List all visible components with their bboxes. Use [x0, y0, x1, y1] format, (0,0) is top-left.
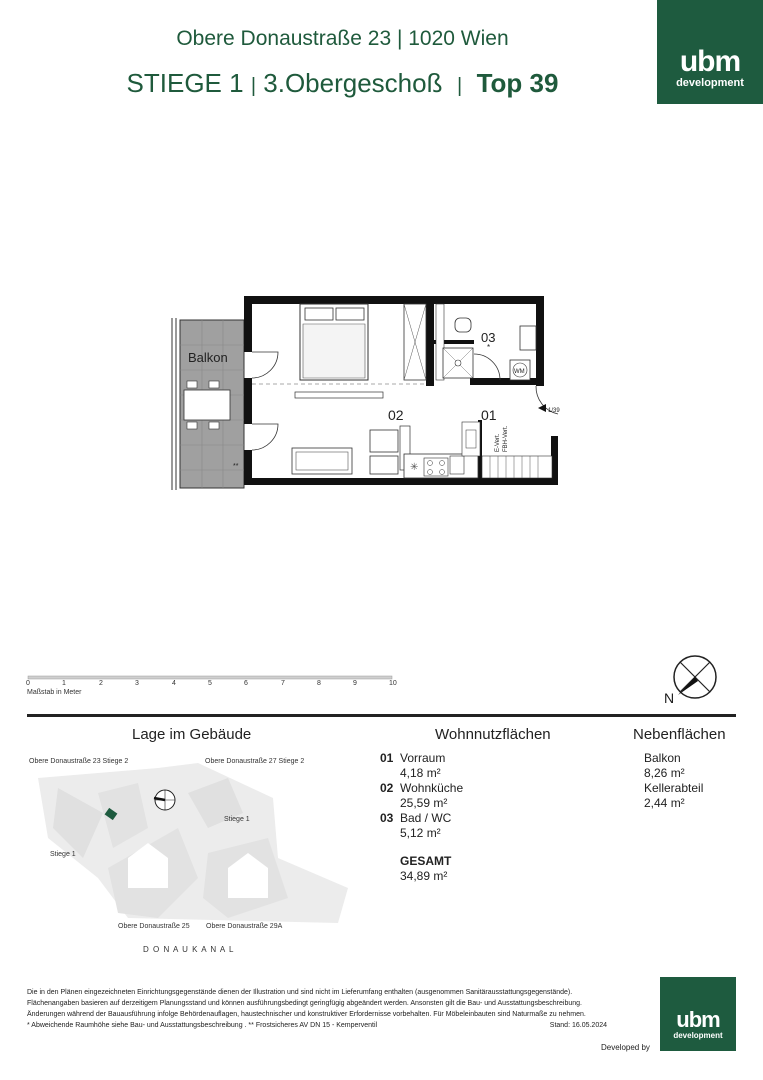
disclaimer-line: Flächenangaben basieren auf derzeitigem Planungsstand und können ausführungsbedingt geringfügig abgeändert werden. Ansonsten gilt die Bau- und Ausstattungsbeschreibung.: [27, 1000, 582, 1007]
site-label: D O N A U K A N A L: [143, 945, 235, 954]
area-value: 25,59 m²: [400, 796, 448, 810]
scale-tick: 1: [62, 680, 66, 687]
stand-date: Stand: 16.05.2024: [549, 1022, 607, 1029]
svg-text:WM: WM: [514, 369, 525, 375]
section-divider: [27, 714, 736, 717]
lage-title: Lage im Gebäude: [132, 726, 252, 743]
floor-label: 3.Obergeschoß: [263, 68, 443, 98]
total-value: 34,89 m²: [400, 869, 448, 883]
scale-tick: 7: [281, 680, 285, 687]
project-address: Obere Donaustraße 23 | 1020 Wien: [176, 27, 509, 50]
scale-tick: 6: [244, 680, 248, 687]
scale-tick: 8: [317, 680, 321, 687]
disclaimer-line: Änderungen während der Bauausführung infolge Behördenauflagen, haustechnischer und konstruktiver Erfordernisse vorbehalten. Für Möbeleinbauten sind Naturmaße zu nehmen.: [27, 1011, 586, 1018]
svg-text:✳: ✳: [410, 462, 419, 473]
scale-tick: 5: [208, 680, 212, 687]
svg-text:FBH-Vert.: FBH-Vert.: [503, 425, 509, 452]
disclaimer-line: * Abweichende Raumhöhe siehe Bau- und Ausstattungsbeschreibung . ** Frostsicheres AV DN 15 - Kemperventil Stand: 16.05.2024: [27, 1022, 607, 1029]
floor-plan: [160, 290, 580, 500]
svg-text:01: 01: [481, 407, 497, 423]
total-label: GESAMT: [400, 854, 452, 868]
svg-text:03: 03: [481, 330, 496, 345]
disclaimer: [27, 987, 607, 1031]
scale-tick: 9: [353, 680, 357, 687]
wohn-list: [380, 751, 580, 884]
site-label: Obere Donaustraße 25: [118, 923, 190, 930]
top-label: Top 39: [476, 68, 559, 98]
svg-text:02: 02: [388, 407, 404, 423]
disclaimer-line: Die in den Plänen eingezeichneten Einrichtungsgegenstände dienen der Illustration und sind nicht im Lieferumfang enthalten (ausgenommen Sanitärausstattungsgegenstände).: [27, 989, 573, 996]
north-arrow-icon: [668, 653, 724, 703]
site-map: [28, 758, 368, 938]
area-value: 2,44 m²: [644, 796, 685, 810]
list-item: Balkon: [644, 751, 681, 765]
developed-by: Developed by: [601, 1043, 650, 1052]
separator: |: [456, 75, 463, 97]
stair-label: STIEGE 1: [126, 68, 244, 98]
scale-tick: 4: [172, 680, 176, 687]
separator: |: [250, 75, 257, 97]
scale-tick: 0: [26, 680, 30, 687]
neben-title: Nebenflächen: [633, 726, 726, 743]
logo-sub: development: [676, 77, 744, 89]
site-label: Stiege 1: [224, 816, 250, 823]
svg-text:E-Vert.: E-Vert.: [495, 433, 501, 452]
north-label: N: [664, 690, 675, 706]
ubm-logo: [657, 0, 763, 104]
scale-tick: 3: [135, 680, 139, 687]
logo-mark: ubm: [679, 45, 741, 78]
site-label: Stiege 1: [50, 851, 76, 858]
unit-title: [0, 68, 685, 99]
area-value: 4,18 m²: [400, 766, 441, 780]
logo-mark: ubm: [676, 1007, 720, 1032]
svg-text:1/39: 1/39: [548, 408, 560, 414]
list-item: 03 Bad / WC: [380, 811, 452, 825]
area-value: 8,26 m²: [644, 766, 685, 780]
list-item: 02 Wohnküche: [380, 781, 464, 795]
balcony-table: [184, 390, 230, 420]
site-label: Obere Donaustraße 29A: [206, 923, 283, 930]
wohn-title: Wohnnutzflächen: [435, 726, 551, 743]
logo-sub: development: [673, 1031, 723, 1040]
site-label: Obere Donaustraße 27 Stiege 2: [205, 758, 305, 765]
neben-list: [644, 751, 703, 811]
ubm-logo: [660, 977, 736, 1051]
scale-tick: 10: [389, 680, 397, 687]
area-value: 5,12 m²: [400, 826, 441, 840]
list-item: 01 Vorraum: [380, 751, 446, 765]
balcony-label: Balkon: [188, 350, 228, 365]
scale-caption: Maßstab in Meter: [27, 689, 82, 696]
list-item: Kellerabteil: [644, 781, 704, 795]
svg-text:*: *: [487, 343, 491, 352]
svg-text:**: **: [233, 463, 239, 470]
site-label: Obere Donaustraße 23 Stiege 2: [29, 758, 129, 765]
scale-tick: 2: [99, 680, 103, 687]
